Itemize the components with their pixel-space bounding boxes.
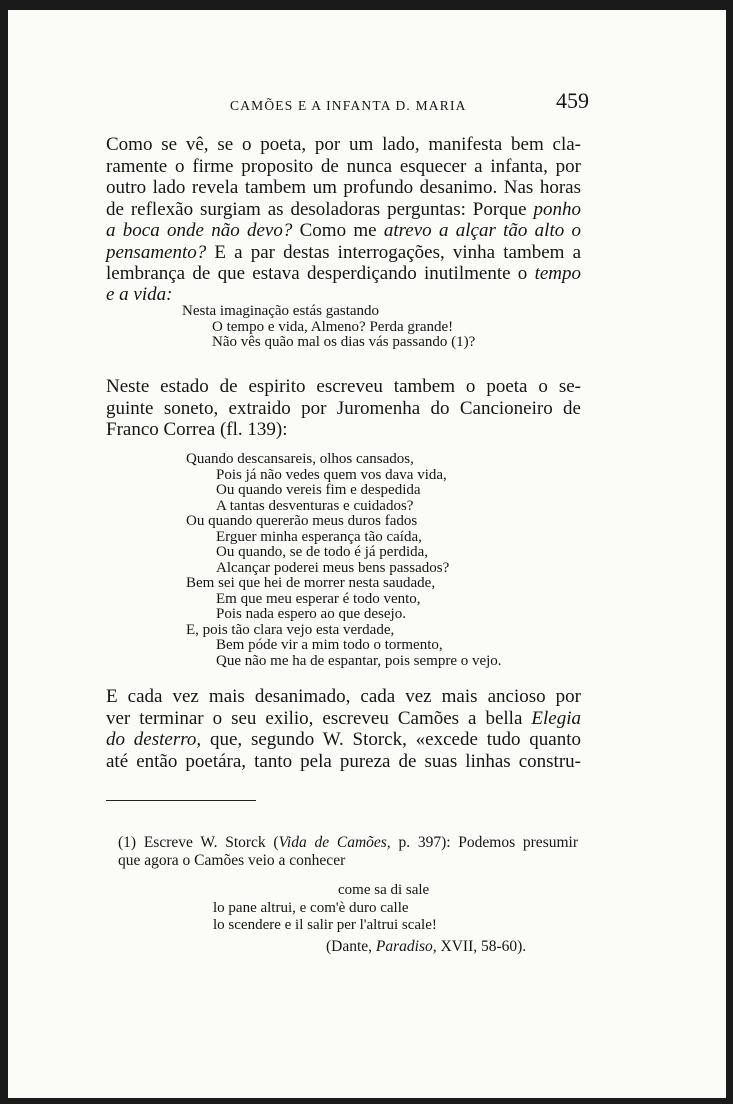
text-line: Como se vê, se o poeta, por um lado, manifesta bem cla- (106, 134, 581, 155)
page-number: 459 (556, 88, 589, 113)
footnote-verse-line: lo scendere e il salir per l'altrui scale! (213, 917, 437, 933)
text-line: e a vida: (106, 284, 173, 305)
verse-line: Em que meu esperar é todo vento, (216, 590, 421, 607)
verse-line: O tempo e vida, Almeno? Perda grande! (212, 318, 454, 335)
verse-line: Bem sei que hei de morrer nesta saudade, (186, 575, 436, 591)
verse-line: Não vês quão mal os dias vás passando (1)? (212, 334, 476, 350)
text-line: a boca onde não devo? Como me atrevo a alçar tão alto o (106, 220, 582, 241)
text-line: do desterro, que, segundo W. Storck, «excede tudo quanto (106, 729, 582, 750)
text-line: lembrança de que estava desperdiçando inutilmente o tempo (106, 263, 581, 284)
text-line: ramente o firme proposito de nunca esquecer a infanta, por (106, 155, 581, 177)
verse-line: Ou quando vereis fim e despedida (216, 482, 421, 498)
text-line: Neste estado de espirito escreveu tambem o poeta o se- (106, 376, 581, 397)
footnote-line: (1) Escreve W. Storck (Vida de Camões, p. 397): Podemos presumir (118, 834, 578, 851)
text-line: pensamento? E a par destas interrogações, vinha tambem a (106, 241, 581, 263)
verse-line: Erguer minha esperança tão caída, (216, 528, 422, 545)
text-line: guinte soneto, extraido por Juromenha do Cancioneiro de (106, 397, 581, 419)
verse-line: Quando descansareis, olhos cansados, (186, 451, 414, 467)
verse-line: Que não me ha de espantar, pois sempre o vejo. (216, 652, 502, 669)
text-line: E cada vez mais desanimado, cada vez mais ancioso por (106, 686, 581, 707)
text-line: Franco Correa (fl. 139): (106, 419, 288, 440)
running-header: CAMÕES E A INFANTA D. MARIA (230, 98, 467, 113)
verse-line: Nesta imaginação estás gastando (182, 303, 380, 319)
footnote-citation: (Dante, Paradiso, XVII, 58-60). (326, 938, 527, 955)
verse-line: A tantas desventuras e cuidados? (216, 497, 414, 514)
footnote-verse-line: come sa di sale (338, 882, 430, 898)
verse-line: Ou quando, se de todo é já perdida, (216, 544, 429, 560)
text-line: de reflexão surgiam as desoladoras perguntas: Porque ponho (106, 198, 582, 220)
footnote-verse-line: lo pane altrui, e com'è duro calle (213, 900, 409, 916)
text-line: ver terminar o seu exilio, escreveu Camões a bella Elegia (106, 707, 581, 729)
paragraph-3 (106, 686, 581, 772)
sonnet (186, 452, 502, 669)
text-line: outro lado revela tambem um profundo desanimo. Nas horas (106, 177, 581, 198)
footnote-divider (106, 800, 256, 801)
verse-line: Ou quando quererão meus duros fados (186, 513, 418, 529)
quote-verse (182, 304, 475, 351)
footnote-line: que agora o Camões veio a conhecer (118, 852, 346, 869)
verse-line: Bem póde vir a mim todo o tormento, (216, 637, 443, 653)
paragraph-2 (106, 376, 581, 419)
book-page (8, 10, 726, 1098)
verse-line: Alcançar poderei meus bens passados? (216, 559, 450, 576)
paragraph-1 (106, 134, 581, 285)
verse-line: E, pois tão clara vejo esta verdade, (186, 621, 395, 638)
verse-line: Pois nada espero ao que desejo. (216, 606, 406, 622)
text-line: até então poetára, tanto pela pureza de suas linhas constru- (106, 750, 581, 772)
verse-line: Pois já não vedes quem vos dava vida, (216, 466, 447, 483)
